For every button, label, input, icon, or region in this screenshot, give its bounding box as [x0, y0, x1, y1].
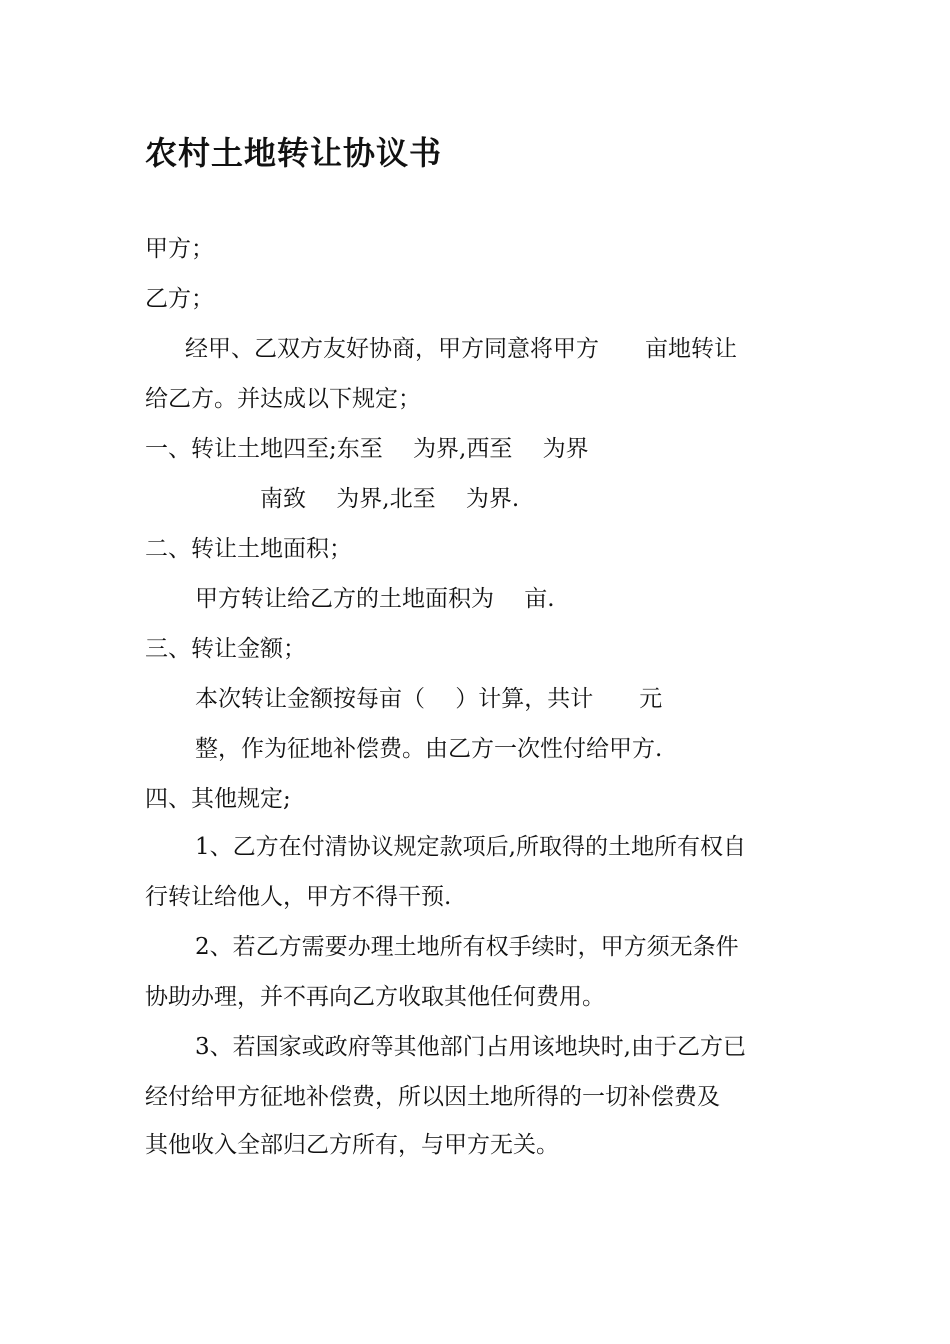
- clause-2-line-1: 2、若乙方需要办理土地所有权手续时，甲方须无条件: [195, 934, 739, 960]
- section-3-body-line-2: 整，作为征地补偿费。由乙方一次性付给甲方.: [195, 736, 663, 762]
- section-1-continuation: 南致 为界,北至 为界.: [260, 486, 520, 512]
- section-2-body: 甲方转让给乙方的土地面积为 亩.: [195, 586, 555, 612]
- section-3-body-line-1: 本次转让金额按每亩（ ）计算，共计 元: [195, 686, 663, 712]
- clause-3-line-3: 其他收入全部归乙方所有，与甲方无关。: [145, 1132, 559, 1158]
- clause-3-line-2: 经付给甲方征地补偿费，所以因土地所得的一切补偿费及: [145, 1084, 720, 1110]
- party-a-line: 甲方；: [145, 236, 214, 262]
- clause-1-line-1: 1、乙方在付清协议规定款项后,所取得的土地所有权自: [195, 834, 746, 860]
- clause-1-line-2: 行转让给他人，甲方不得干预.: [145, 884, 452, 910]
- party-b-line: 乙方；: [145, 286, 214, 312]
- section-3-heading: 三、转让金额；: [145, 636, 306, 662]
- clause-2-line-2: 协助办理，并不再向乙方收取其他任何费用。: [145, 984, 605, 1010]
- intro-line-1: 经甲、乙双方友好协商，甲方同意将甲方 亩地转让: [185, 336, 737, 362]
- clause-3-line-1: 3、若国家或政府等其他部门占用该地块时,由于乙方已: [195, 1034, 746, 1060]
- section-4-heading: 四、其他规定;: [145, 786, 291, 812]
- document-title: 农村土地转让协议书: [145, 134, 443, 172]
- section-1-heading: 一、转让土地四至;东至 为界,西至 为界: [145, 436, 589, 462]
- intro-line-2: 给乙方。并达成以下规定；: [145, 386, 421, 412]
- section-2-heading: 二、转让土地面积；: [145, 536, 352, 562]
